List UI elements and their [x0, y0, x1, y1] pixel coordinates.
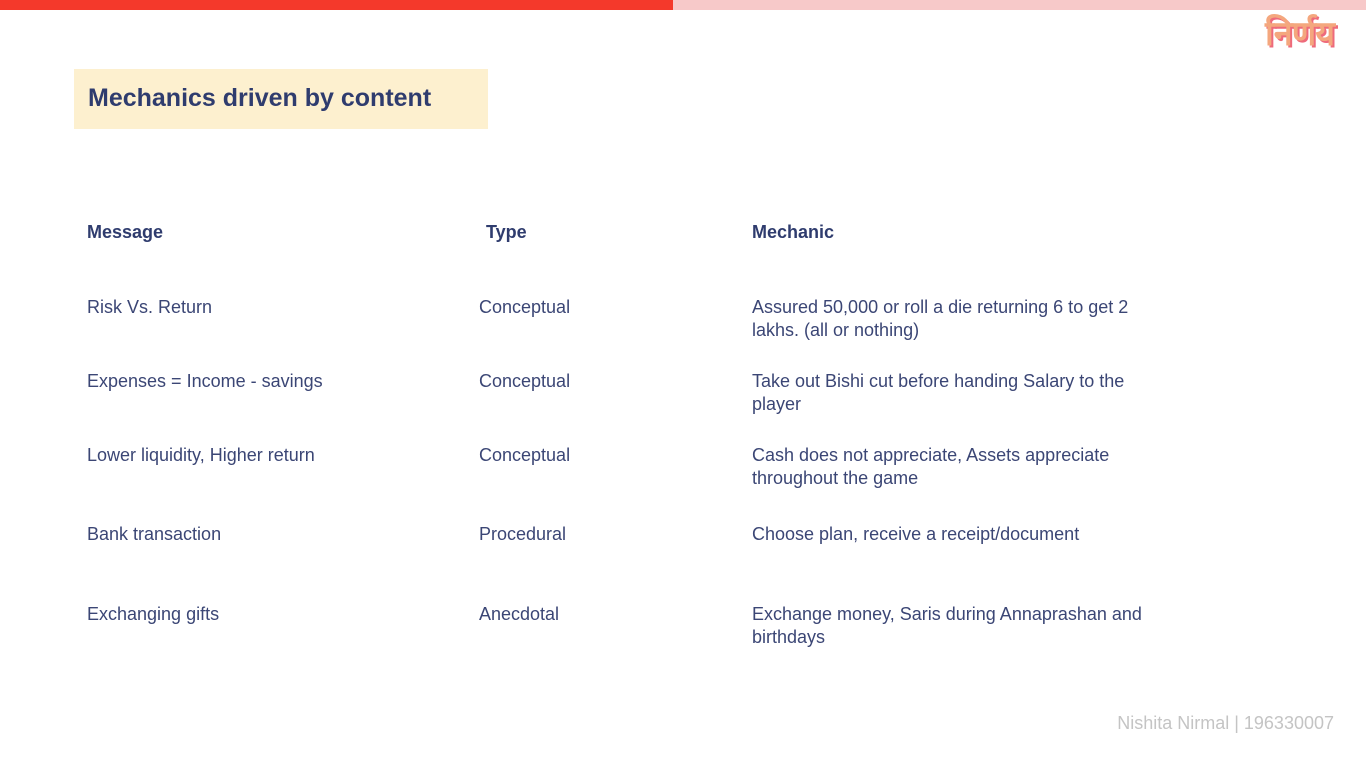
- nirnay-logo: निर्णय: [1265, 14, 1334, 54]
- row-type: Conceptual: [479, 445, 571, 465]
- row-mechanic: Exchange money, Saris during Annaprashan and birthdays: [752, 604, 1142, 647]
- column-header-mechanic: Mechanic: [752, 222, 835, 242]
- row-message: Bank transaction: [87, 524, 222, 544]
- row-message: Exchanging gifts: [87, 604, 220, 624]
- row-mechanic: Take out Bishi cut before handing Salary to the player: [752, 371, 1125, 414]
- slide-progress-fill: [0, 0, 673, 10]
- row-message: Expenses = Income - savings: [87, 371, 323, 391]
- row-mechanic: Assured 50,000 or roll a die returning 6 to get 2 lakhs. (all or nothing): [752, 297, 1129, 340]
- author-footer: Nishita Nirmal | 196330007: [1117, 713, 1334, 733]
- row-message: Risk Vs. Return: [87, 297, 213, 317]
- title-highlight-box: [74, 69, 488, 129]
- slide-title: Mechanics driven by content: [88, 84, 432, 112]
- row-mechanic: Choose plan, receive a receipt/document: [752, 524, 1080, 544]
- row-type: Conceptual: [479, 297, 571, 317]
- row-type: Procedural: [479, 524, 567, 544]
- row-mechanic: Cash does not appreciate, Assets appreciate throughout the game: [752, 445, 1110, 488]
- column-header-message: Message: [87, 222, 164, 242]
- row-message: Lower liquidity, Higher return: [87, 445, 315, 465]
- column-header-type: Type: [486, 222, 527, 242]
- slide-progress-bar: [0, 0, 1366, 10]
- row-type: Anecdotal: [479, 604, 560, 624]
- row-type: Conceptual: [479, 371, 571, 391]
